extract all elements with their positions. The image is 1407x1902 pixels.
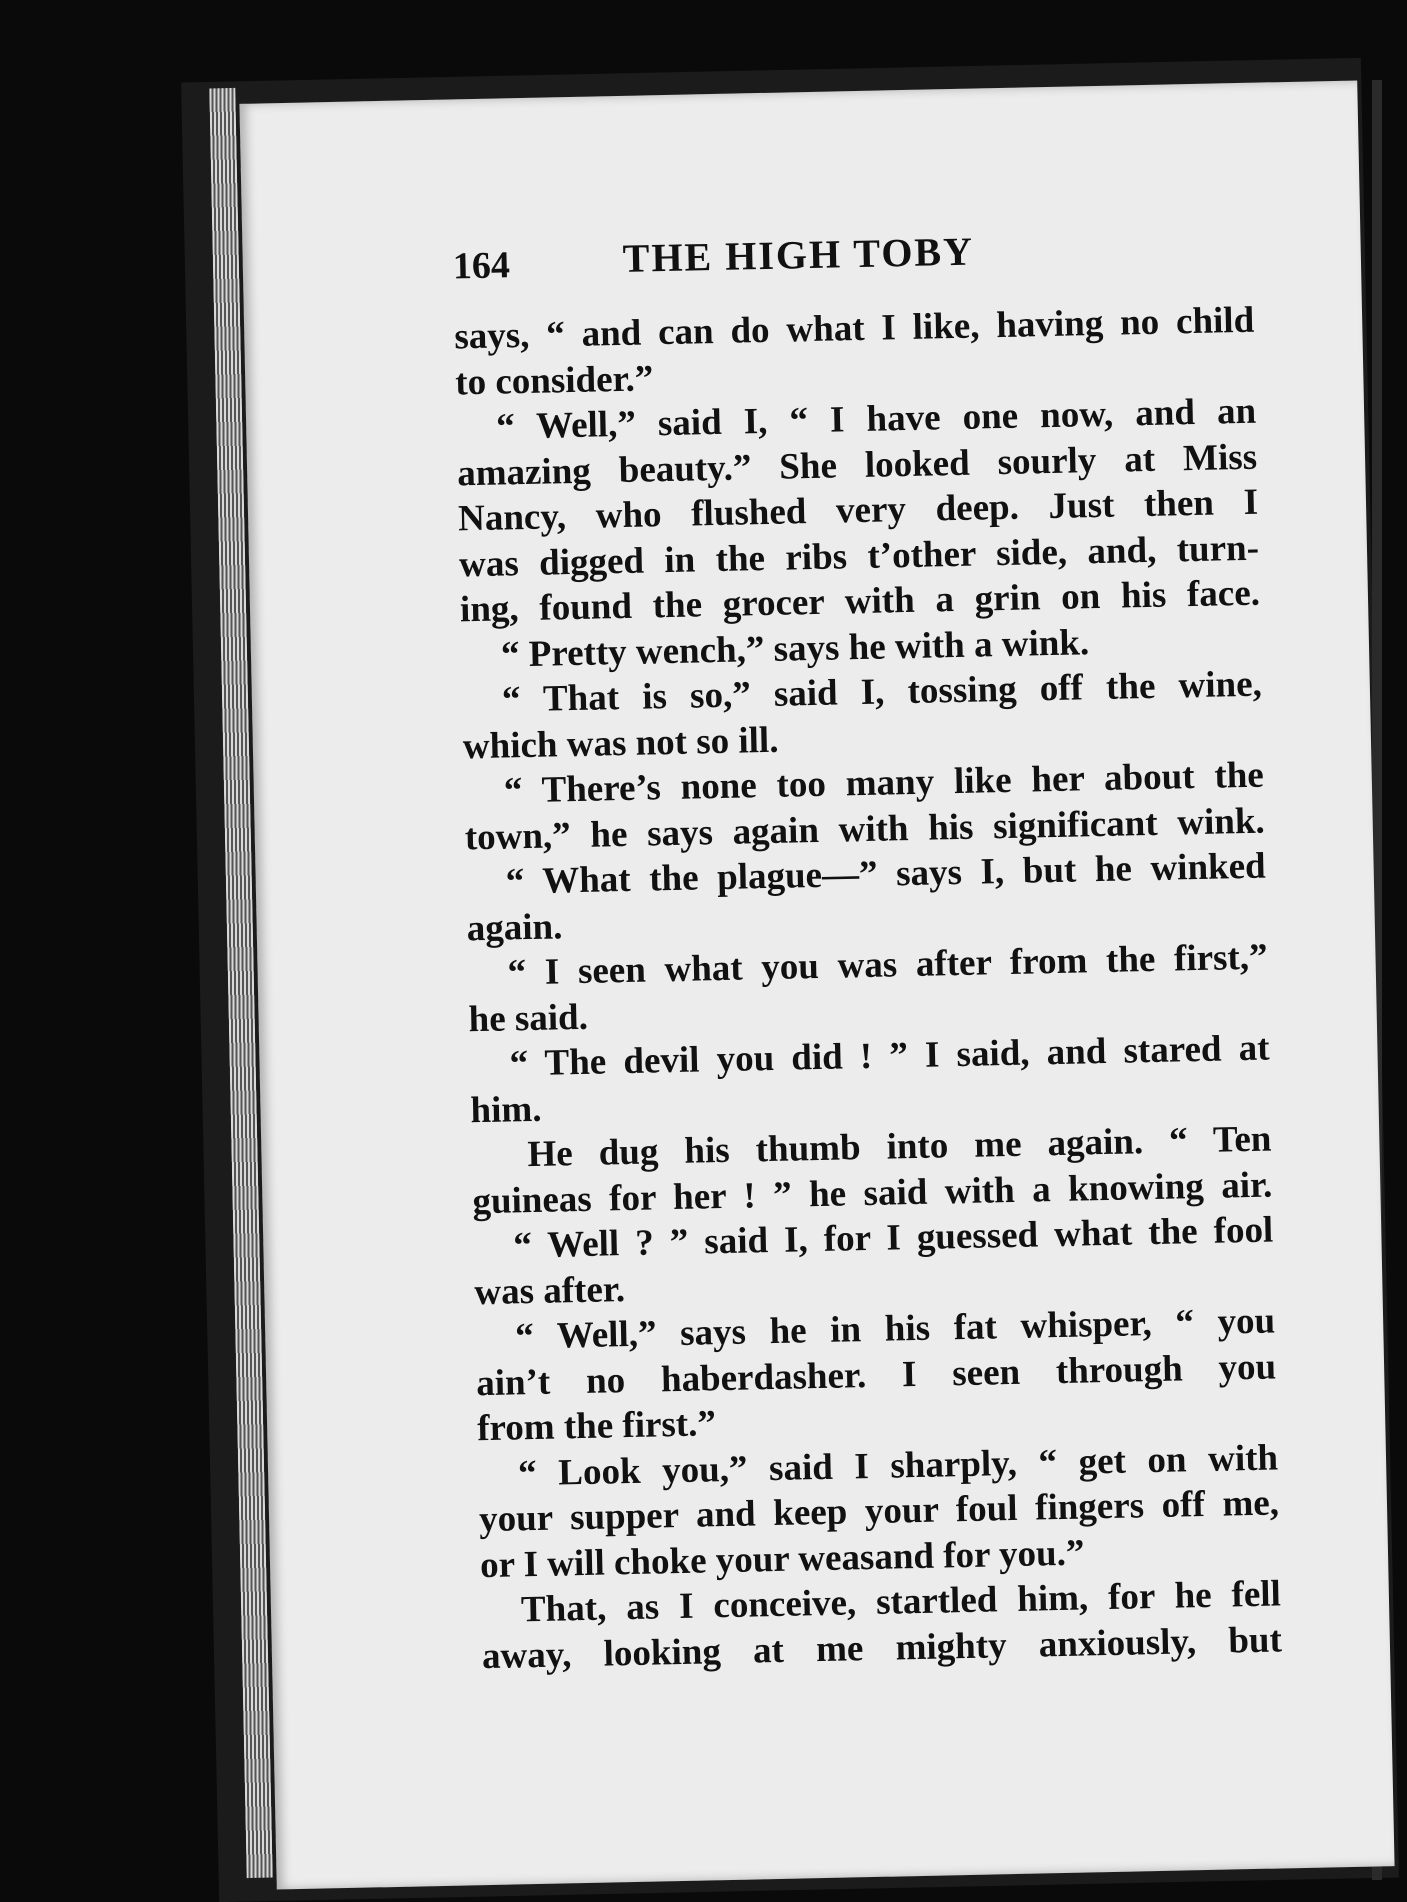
text-line: amazing beauty.” She looked sourly at Miss: [456, 436, 1258, 494]
text-line: says, “ and can do what I like, having no child: [453, 299, 1255, 358]
text-line: That, as I conceive, startled him, for he fell: [520, 1573, 1282, 1631]
text-line: “ What the plague—” says I, but he winked: [505, 845, 1267, 903]
running-title: THE HIGH TOBY: [622, 228, 975, 281]
text-line: was digged in the ribs t’other side, and, turn-: [458, 527, 1260, 585]
text-line: again.: [466, 905, 563, 949]
text-line: “ Well ? ” said I, for I guessed what the fool: [512, 1209, 1274, 1267]
text-line: ain’t no haberdasher. I seen through you: [475, 1345, 1277, 1404]
text-line: to consider.”: [454, 357, 654, 403]
text-line: ing, found the grocer with a grin on his face.: [459, 572, 1261, 631]
text-line: guineas for her ! ” he said with a knowing air.: [472, 1164, 1273, 1222]
text-line: “ Pretty wench,” says he with a wink.: [500, 621, 1090, 676]
text-line: “ I seen what you was after from the first,”: [507, 936, 1268, 994]
text-line: “ Well,” says he in his fat whisper, “ you: [514, 1300, 1276, 1358]
text-line: “ There’s none too many like her about the: [503, 754, 1265, 812]
text-line: he said.: [468, 996, 589, 1040]
text-line: “ The devil you did ! ” I said, and stared at: [509, 1027, 1270, 1085]
text-line: “ Well,” said I, “ I have one now, and an: [495, 390, 1257, 448]
text-line: “ Look you,” said I sharply, “ get on with: [517, 1436, 1279, 1494]
text-line: was after.: [473, 1268, 626, 1313]
text-line: which was not so ill.: [462, 719, 779, 767]
text-line: Nancy, who flushed very deep. Just then I: [457, 481, 1259, 540]
text-line: or I will choke your weasand for you.”: [479, 1532, 1085, 1586]
text-line: He dug his thumb into me again. “ Ten: [527, 1118, 1272, 1176]
book-page: [239, 80, 1394, 1889]
page-number: 164: [452, 244, 511, 288]
text-line: town,” he says again with his significant wink.: [464, 800, 1266, 858]
text-line: him.: [470, 1088, 542, 1131]
text-block: [452, 228, 1282, 1679]
text-line: your supper and keep your foul fingers off me,: [478, 1482, 1280, 1541]
text-line: “ That is so,” said I, tossing off the wine,: [501, 663, 1263, 721]
text-line: from the first.”: [476, 1403, 717, 1450]
text-line: away, looking at me mighty anxiously, but: [481, 1618, 1283, 1677]
